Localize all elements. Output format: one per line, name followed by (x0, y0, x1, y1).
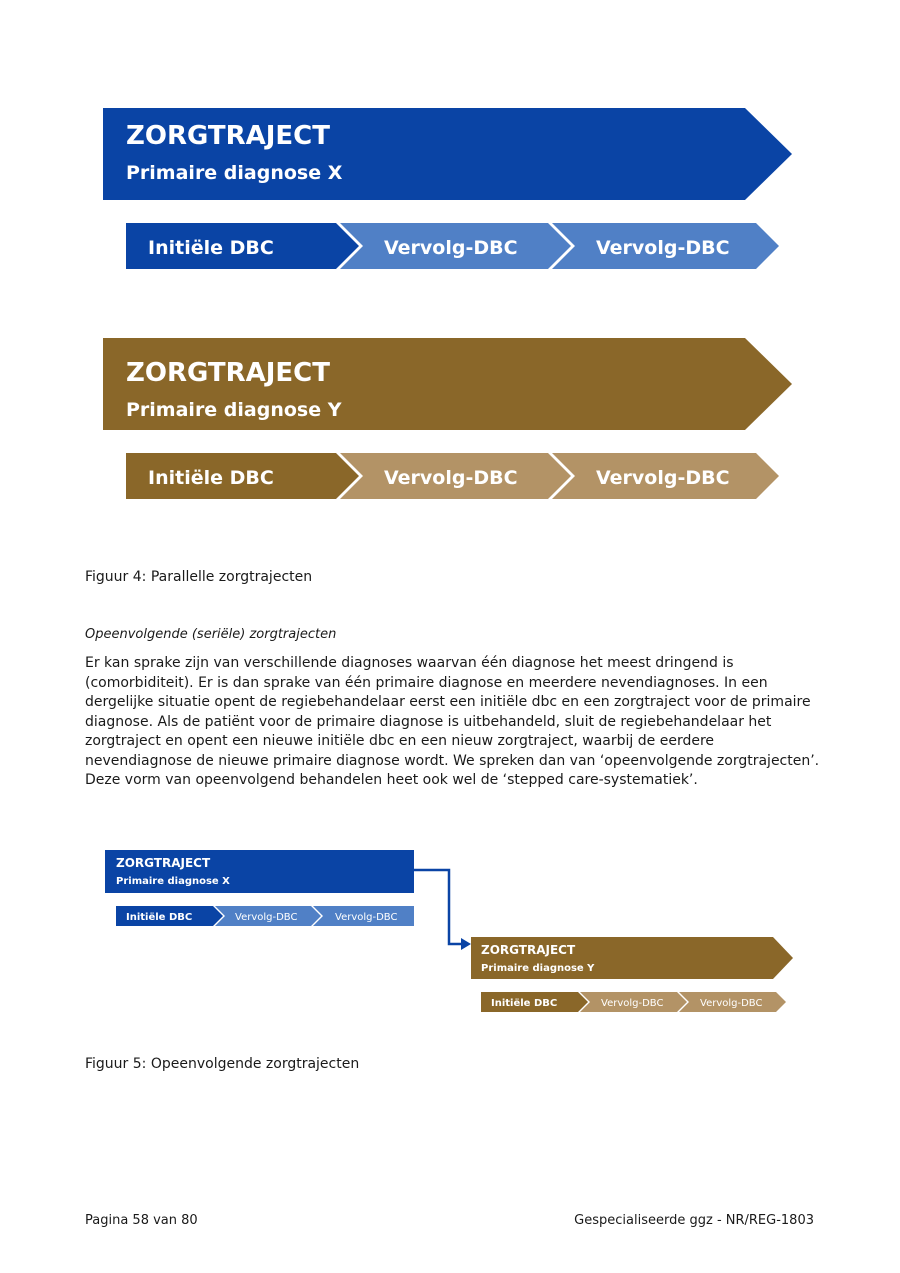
serial-traject-y-step-label: Vervolg-DBC (601, 998, 664, 1009)
serial-traject-y-step-label: Initiële DBC (491, 998, 558, 1009)
section-paragraph: Er kan sprake zijn van verschillende diagnoses waarvan één diagnose het meest dringend is (comorbiditeit). Er is dan sprake van één primaire diagnose en meerdere nevendiagnoses. In een dergelijke situatie opent de regiebehandelaar eerst een initiële dbc en een zorgtraject voor de primaire diagnose. Als de patiënt voor de primaire diagnose is uitbehandeld, sluit de regiebehandelaar het zorgtraject en opent een nieuwe initiële dbc en een nieuw zorgtraject, waarbij de eerdere nevendiagnose de nieuwe primaire diagnose wordt. We spreken dan van ‘opeenvolgende zorgtrajecten’. Deze vorm van opeenvolgend behandelen heet ook wel de ‘stepped care-systematiek’. (85, 655, 820, 788)
serial-traject-x-step-label: Vervolg-DBC (335, 912, 398, 923)
serial-traject-y-title: ZORGTRAJECT (481, 943, 576, 957)
connector-arrow-head-icon (461, 938, 471, 950)
traject-y-subtitle: Primaire diagnose Y (126, 399, 342, 421)
traject-y-step-label: Vervolg-DBC (596, 467, 730, 489)
traject-y-step-label: Initiële DBC (148, 467, 274, 489)
traject-y-title: ZORGTRAJECT (126, 358, 330, 388)
footer-page-number: Pagina 58 van 80 (85, 1213, 198, 1228)
traject-x-step-label: Vervolg-DBC (384, 237, 518, 259)
traject-x-subtitle: Primaire diagnose X (126, 162, 343, 184)
traject-x-title: ZORGTRAJECT (126, 121, 330, 151)
serial-traject-y-subtitle: Primaire diagnose Y (481, 963, 595, 974)
connector-arrow-line (414, 870, 462, 944)
serial-traject-x-step-label: Vervolg-DBC (235, 912, 298, 923)
serial-traject-x-title: ZORGTRAJECT (116, 856, 211, 870)
section-heading: Opeenvolgende (seriële) zorgtrajecten (85, 627, 337, 642)
serial-traject-y-step-label: Vervolg-DBC (700, 998, 763, 1009)
serial-traject-x-subtitle: Primaire diagnose X (116, 876, 230, 887)
traject-x-step-label: Vervolg-DBC (596, 237, 730, 259)
figure-5-caption: Figuur 5: Opeenvolgende zorgtrajecten (85, 1056, 360, 1072)
traject-x-step-label: Initiële DBC (148, 237, 274, 259)
figure-4-caption: Figuur 4: Parallelle zorgtrajecten (85, 569, 313, 585)
serial-traject-x-step-label: Initiële DBC (126, 912, 193, 923)
footer-document-id: Gespecialiseerde ggz - NR/REG-1803 (574, 1213, 814, 1228)
traject-y-step-label: Vervolg-DBC (384, 467, 518, 489)
